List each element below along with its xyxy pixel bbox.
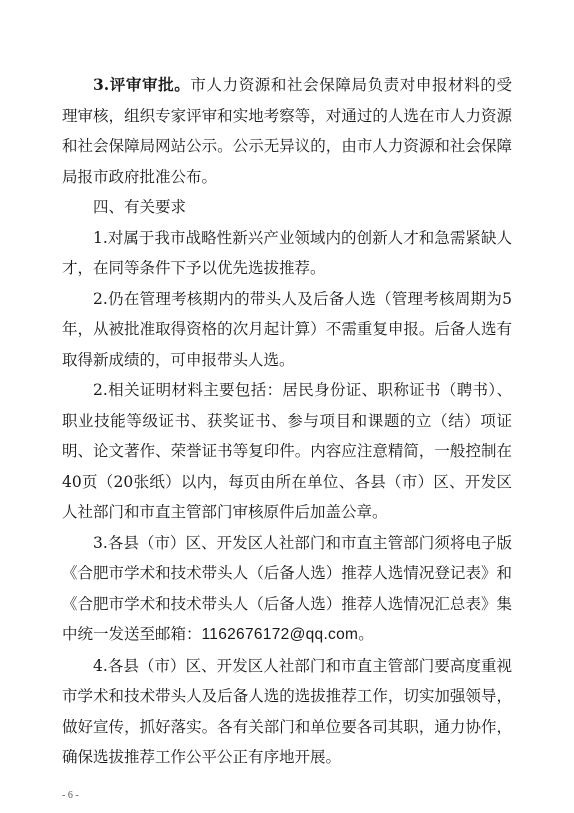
requirement-materials: 2.相关证明材料主要包括：居民身份证、职称证书（聘书）、职业技能等级证书、获奖证书、参与项目和课题的立（结）项证明、论文著作、荣誉证书等复印件。内容应注意精简，一般控制在40页（20张纸）以内，每页由所在单位、各县（市）区、开发区人社部门和市直主管部门审核原件后加盖公章。 (62, 381, 512, 521)
section-3-paragraph (62, 70, 512, 192)
requirement-3-text: 3.各县（市）区、开发区人社部门和市直主管部门须将电子版《合肥市学术和技术带头人（后备人选）推荐人选情况登记表》和《合肥市学术和技术带头人（后备人选）推荐人选情况汇总表》集中统一发送至邮箱： (62, 533, 512, 643)
requirement-3 (62, 528, 512, 651)
document-body (62, 70, 512, 773)
section-4-heading: 四、有关要求 (93, 198, 187, 216)
submission-email: 1162676172@qq.com (201, 626, 359, 643)
requirement-1: 1.对属于我市战略性新兴产业领域内的创新人才和急需紧缺人才，在同等条件下予以优先选拔推荐。 (62, 228, 512, 277)
requirement-3-end: 。 (358, 625, 374, 643)
page-number: - 6 - (62, 790, 79, 801)
requirement-4: 4.各县（市）区、开发区人社部门和市直主管部门要高度重视市学术和技术带头人及后备人选的选拔推荐工作，切实加强领导，做好宣传，抓好落实。各有关部门和单位要各司其职，通力协作，确保选拔推荐工作公平公正有序地开展。 (62, 656, 512, 766)
section-3-lead: 3.评审审批。 (93, 75, 191, 94)
requirement-2: 2.仍在管理考核期内的带头人及后备人选（管理考核周期为5年，从被批准取得资格的次月起计算）不需重复申报。后备人选有取得新成绩的，可申报带头人选。 (62, 289, 512, 369)
section-3-text: 市人力资源和社会保障局负责对申报材料的受理审核，组织专家评审和实地考察等，对通过的人选在市人力资源和社会保障局网站公示。公示无异议的，由市人力资源和社会保障局报市政府批准公布。 (62, 76, 512, 186)
